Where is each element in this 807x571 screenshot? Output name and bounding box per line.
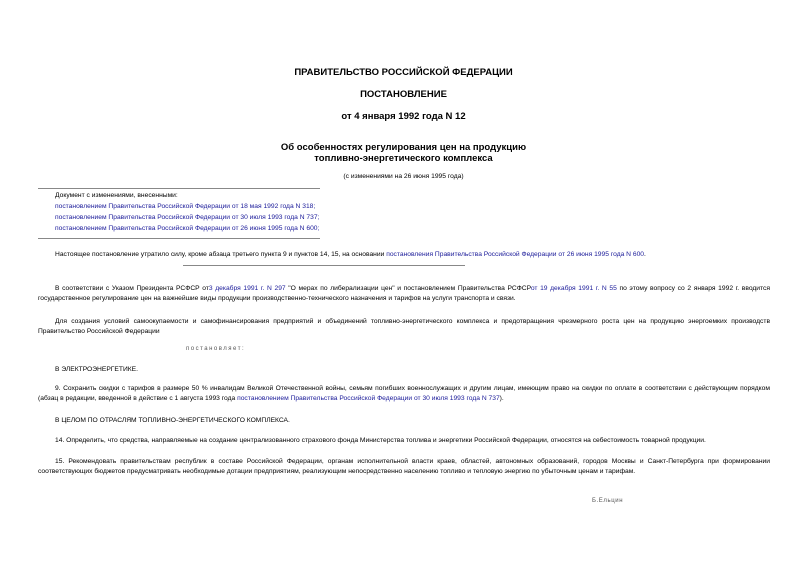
amendment-link-1[interactable]: постановлением Правительства Российской Федерации от 18 мая 1992 года N 318; [55, 203, 316, 210]
paragraph-9 [38, 384, 770, 405]
validity-end: . [644, 251, 646, 258]
document-title-line2: топливно-энергетического комплекса [314, 153, 493, 164]
amendment-link-3[interactable]: постановлением Правительства Российской Федерации от 26 июня 1995 года N 600; [55, 225, 320, 232]
p1-text-c: по этому вопросу со 2 января 1992 г. вводится государственное регулирование цен на важнейшие виды продукции производственно-технического назначения и тарифов на услуги транспорта и связи. [38, 285, 770, 303]
divider-top [38, 188, 320, 189]
paragraph-preamble-2: Для создания условий самоокупаемости и самофинансирования предприятий и объединений топливно-энергетического комплекса и предотвращения чрезмерного роста цен на продукцию энергоемких производств Правительство Российской Федерации [38, 318, 770, 336]
p9-link[interactable]: постановлением Правительства Российской Федерации от 30 июля 1993 года N 737 [237, 395, 500, 403]
p1-text-b: "О мерах по либерализации цен" и постановлением Правительства РСФСР [285, 285, 531, 292]
document-type: ПОСТАНОВЛЕНИЕ [360, 89, 447, 100]
paragraph-15: 15. Рекомендовать правительствам республик в составе Российской Федерации, органам исполнительной власти краев, областей, автономных образований, городов Москвы и Санкт-Петербурга при формировании соответствующих бюджетов предусматривать необходимые дотации предприятиям, реализующим непосредственно населению топливо и тепловую энергию по убыточным ценам и тарифам. [38, 458, 770, 476]
validity-text: Настоящее постановление утратило силу, кроме абзаца третьего пункта 9 и пунктов 14, 15, на основании [55, 251, 387, 258]
p1-text-a: В соответствии с Указом Президента РСФСР от [55, 285, 209, 292]
p1-link-decree[interactable]: 3 декабря 1991 г. N 297 [208, 285, 286, 292]
validity-notice [55, 250, 646, 260]
p9-text-a: 9. Сохранить скидки с тарифов в размере 50 % инвалидам Великой Отечественной войны, семьям погибших военнослужащих и другим лицам, имеющим право на скидки по оплате в соответствии с действующим порядком (абзац в редакции, введенной в действие с 1 августа 1993 года [38, 385, 770, 403]
amended-note: (с изменениями на 26 июня 1995 года) [343, 173, 464, 180]
document-title-line1: Об особенностях регулирования цен на продукцию [280, 142, 527, 153]
divider-bottom [38, 238, 320, 239]
decree-word: постановляет: [186, 346, 246, 352]
p9-text-b: ). [499, 395, 504, 403]
validity-link[interactable]: постановления Правительства Российской Федерации от 26 июня 1995 года N 600 [386, 251, 645, 258]
paragraph-preamble-1 [38, 284, 770, 305]
government-title: ПРАВИТЕЛЬСТВО РОССИЙСКОЙ ФЕДЕРАЦИИ [294, 67, 513, 78]
paragraph-14: 14. Определить, что средства, направляемые на создание централизованного страхового фонда Министерства топлива и энергетики Российской Федерации, относятся на себестоимость товарной продукции. [55, 437, 706, 444]
divider-validity [183, 265, 465, 266]
section-heading-fuel-energy: В ЦЕЛОМ ПО ОТРАСЛЯМ ТОПЛИВНО-ЭНЕРГЕТИЧЕСКОГО КОМПЛЕКСА. [55, 417, 290, 424]
amendments-heading: Документ с изменениями, внесенными: [55, 192, 178, 199]
signature: Б.Ельцин [592, 498, 624, 504]
section-heading-electric: В ЭЛЕКТРОЭНЕРГЕТИКЕ. [55, 366, 138, 373]
p1-link-resolution[interactable]: от 19 декабря 1991 г. N 55 [530, 285, 617, 292]
document-date-number: от 4 января 1992 года N 12 [341, 111, 466, 122]
amendment-link-2[interactable]: постановлением Правительства Российской Федерации от 30 июля 1993 года N 737; [55, 214, 320, 221]
